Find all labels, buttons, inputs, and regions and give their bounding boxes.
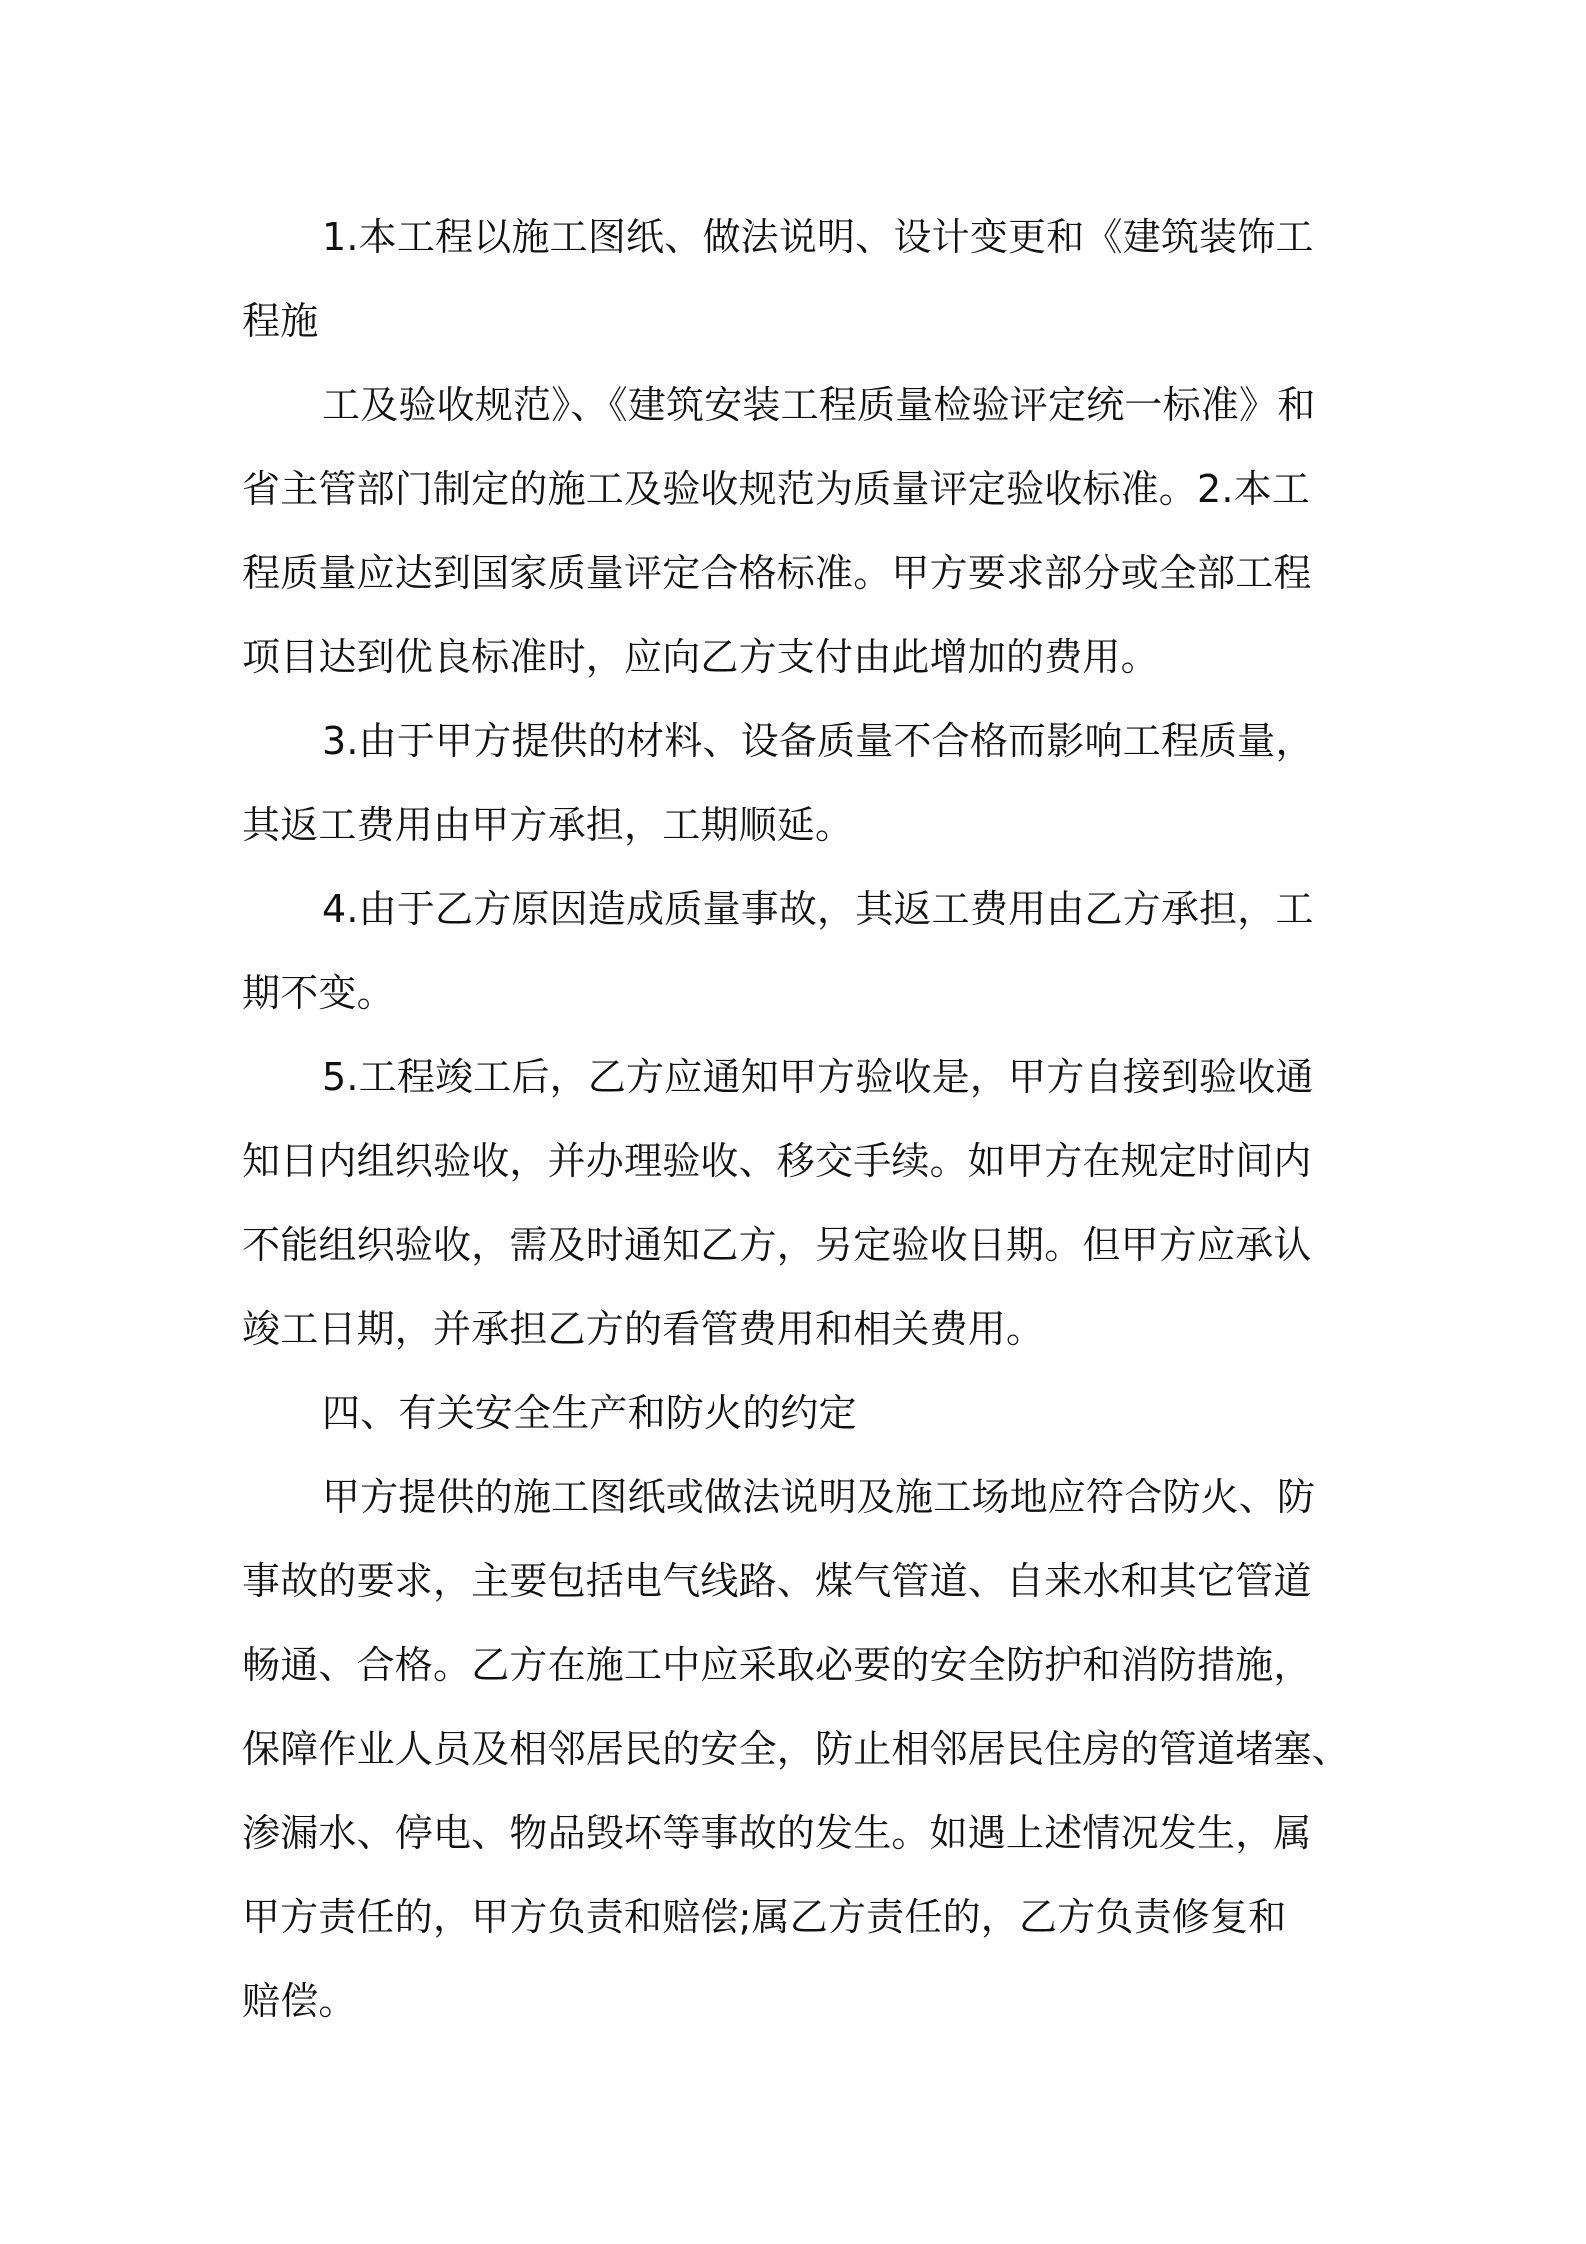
- text-line: 省主管部门制定的施工及验收规范为质量评定验收标准。2.本工: [242, 467, 1311, 511]
- text-line: 4.由于乙方原因造成质量事故，其返工费用由乙方承担，工: [322, 887, 1314, 931]
- section-heading: 四、有关安全生产和防火的约定: [322, 1391, 857, 1435]
- text-line: 工及验收规范》、《建筑安装工程质量检验评定统一标准》和: [322, 383, 1316, 427]
- text-line: 事故的要求，主要包括电气线路、煤气管道、自来水和其它管道: [242, 1559, 1312, 1603]
- text-line: 甲方提供的施工图纸或做法说明及施工场地应符合防火、防: [322, 1475, 1316, 1519]
- text-line: 赔偿。: [242, 1979, 357, 2023]
- text-line: 渗漏水、停电、物品毁坏等事故的发生。如遇上述情况发生，属: [242, 1811, 1312, 1855]
- text-line: 其返工费用由甲方承担，工期顺延。: [242, 803, 854, 847]
- text-line: 知日内组织验收，并办理验收、移交手续。如甲方在规定时间内: [242, 1139, 1312, 1183]
- text-line: 甲方责任的，甲方负责和赔偿;属乙方责任的，乙方负责修复和: [242, 1895, 1287, 1939]
- text-line: 程质量应达到国家质量评定合格标准。甲方要求部分或全部工程: [242, 551, 1312, 595]
- text-line: 3.由于甲方提供的材料、设备质量不合格而影响工程质量，: [322, 719, 1314, 763]
- text-line: 不能组织验收，需及时通知乙方，另定验收日期。但甲方应承认: [242, 1223, 1312, 1267]
- document-body: [242, 195, 1352, 2043]
- text-line: 畅通、合格。乙方在施工中应采取必要的安全防护和消防措施，: [242, 1643, 1312, 1687]
- text-line: 程施: [242, 299, 319, 343]
- text-line: 5.工程竣工后，乙方应通知甲方验收是，甲方自接到验收通: [322, 1055, 1314, 1099]
- text-line: 1.本工程以施工图纸、做法说明、设计变更和《建筑装饰工: [322, 215, 1314, 259]
- text-line: 保障作业人员及相邻居民的安全，防止相邻居民住房的管道堵塞、: [242, 1727, 1350, 1771]
- text-line: 期不变。: [242, 971, 395, 1015]
- text-line: 项目达到优良标准时，应向乙方支付由此增加的费用。: [242, 635, 1159, 679]
- text-line: 竣工日期，并承担乙方的看管费用和相关费用。: [242, 1307, 1045, 1351]
